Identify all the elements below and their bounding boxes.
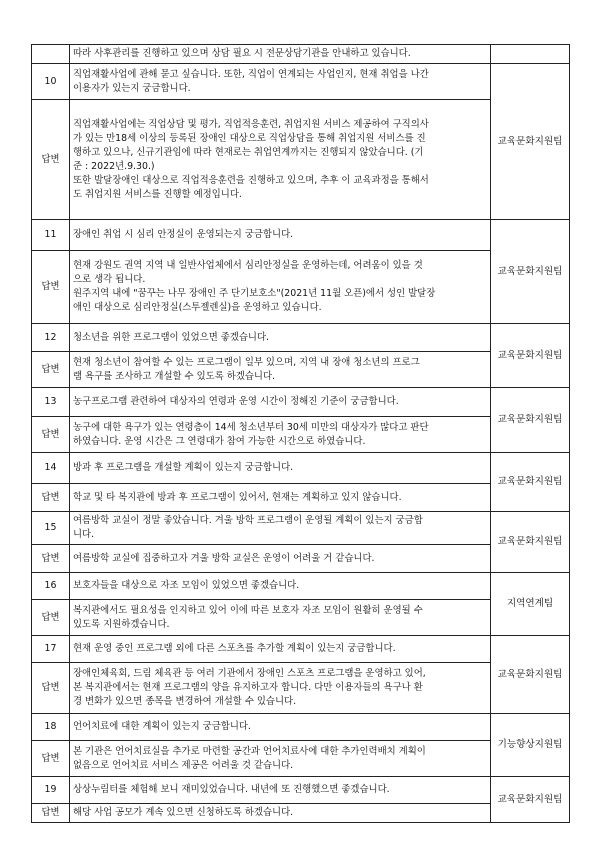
text-line: 없음으로 언어치료 서비스 제공은 어려울 것 같습니다. — [73, 759, 294, 771]
text-line: 램 욕구를 조사하고 개설할 수 있도록 하겠습니다. — [73, 370, 275, 382]
table-row — [32, 453, 570, 484]
text-line: 여름방학 교실이 정말 좋았습니다. 겨울 방학 프로그램이 운영될 계획이 있는지 궁금합 — [73, 515, 423, 526]
text-line: 여름방학 교실에 집중하고자 겨울 방학 교실은 운영이 어려울 거 같습니다. — [73, 552, 375, 564]
department-cell: 교육문화지원팀 — [491, 453, 570, 512]
question-number: 14 — [32, 453, 70, 484]
text-line: 준 : 2022년.9.30.) — [73, 160, 155, 172]
question-text — [70, 324, 491, 352]
table-row — [32, 663, 570, 714]
table-row — [32, 777, 570, 804]
text-line: 학교 및 타 복지관에 방과 후 프로그램이 있어서, 현재는 계획하고 있지 않습니다. — [73, 491, 402, 503]
question-number: 15 — [32, 512, 70, 545]
answer-label: 답변 — [32, 663, 70, 714]
question-text — [70, 388, 491, 417]
question-text — [70, 45, 491, 64]
question-text — [70, 573, 491, 600]
text-line: 본 복지관에서는 현재 프로그램의 양을 유지하고자 합니다. 다만 이용자들의 욕구나 환 — [73, 682, 423, 693]
answer-label: 답변 — [32, 251, 70, 324]
question-text — [70, 453, 491, 484]
table-row — [32, 45, 570, 64]
table-row — [32, 251, 570, 324]
answer-label: 답변 — [32, 804, 70, 823]
table-row — [32, 352, 570, 388]
question-number: 18 — [32, 714, 70, 741]
answer-label: 답변 — [32, 741, 70, 777]
question-text — [70, 512, 491, 545]
text-line: 농구에 대한 욕구가 있는 연령층이 14세 청소년부터 30세 미만의 대상자가 많다고 판단 — [73, 421, 429, 433]
department-cell: 기능향상지원팀 — [491, 714, 570, 777]
table-row — [32, 600, 570, 636]
text-line: 청소년을 위한 프로그램이 있었으면 좋겠습니다. — [73, 331, 270, 343]
answer-text — [70, 804, 491, 823]
table-row — [32, 545, 570, 573]
question-number: 10 — [32, 64, 70, 100]
department-cell: 교육문화지원팀 — [491, 220, 570, 324]
text-line: 직업재활사업에 관해 묻고 싶습니다. 또한, 직업이 연계되는 사업인지, 현재 취업을 나간 — [73, 68, 429, 80]
question-number: 11 — [32, 220, 70, 251]
department-cell: 교육문화지원팀 — [491, 324, 570, 388]
text-line: 방과 후 프로그램을 개설할 계획이 있는지 궁금합니다. — [73, 462, 294, 473]
answer-text — [70, 352, 491, 388]
question-text — [70, 714, 491, 741]
text-line: 따라 사후관리를 진행하고 있으며 상담 필요 시 전문상담기관을 안내하고 있습니다. — [73, 48, 411, 59]
question-number: 16 — [32, 573, 70, 600]
answer-text — [70, 484, 491, 512]
department-cell: 교육문화지원팀 — [491, 64, 570, 220]
text-line: 복지관에서도 필요성을 인지하고 있어 이에 따른 보호자 자조 모임이 원활히 운영될 수 — [73, 604, 423, 616]
text-line: 직업재활사업에는 직업상담 및 평가, 직업적응훈련, 취업지원 서비스 제공하여 구직의사 — [73, 118, 429, 130]
department-cell — [491, 45, 570, 64]
question-text — [70, 777, 491, 804]
text-line: 경 변화가 있으면 종목을 변경하여 개설할 수 있습니다. — [73, 696, 297, 707]
text-line: 보호자들을 대상으로 자조 모임이 있었으면 좋겠습니다. — [73, 580, 300, 591]
answer-text — [70, 100, 491, 220]
text-line: 농구프로그램 관련하여 대상자의 연령과 운영 시간이 정해진 기준이 궁금합니다. — [73, 396, 399, 407]
text-line: 으로 생각 됩니다. — [73, 274, 146, 285]
question-number: 13 — [32, 388, 70, 417]
answer-label: 답변 — [32, 600, 70, 636]
department-cell: 지역연계팀 — [491, 573, 570, 636]
qa-table-body — [32, 45, 570, 823]
answer-label: 답변 — [32, 417, 70, 453]
table-row — [32, 220, 570, 251]
table-row — [32, 64, 570, 100]
text-line: 있도록 지원하겠습니다. — [73, 618, 170, 630]
text-line: 장애인 취업 시 심리 안정실이 운영되는지 궁금합니다. — [73, 229, 294, 240]
text-line: 현재 청소년이 참여할 수 있는 프로그램이 일부 있으며, 지역 내 장애 청소년의 프로그 — [73, 356, 420, 368]
department-cell: 교육문화지원팀 — [491, 777, 570, 823]
department-cell: 교육문화지원팀 — [491, 636, 570, 714]
answer-text — [70, 251, 491, 324]
text-line: 해당 사업 공모가 계속 있으면 신청하도록 하겠습니다. — [73, 807, 294, 818]
table-row — [32, 714, 570, 741]
text-line: 현재 운영 중인 프로그램 외에 다른 스포츠를 추가할 계획이 있는지 궁금합니다. — [73, 643, 396, 654]
answer-text — [70, 545, 491, 573]
answer-label: 답변 — [32, 100, 70, 220]
table-row — [32, 636, 570, 663]
text-line: 애인 대상으로 심리안정실(스투젤렌실)을 운영하고 있습니다. — [73, 302, 322, 313]
text-line: 도 취업지원 서비스를 진행할 예정입니다. — [73, 188, 242, 200]
department-cell: 교육문화지원팀 — [491, 512, 570, 573]
table-row — [32, 804, 570, 823]
answer-text — [70, 417, 491, 453]
table-row — [32, 512, 570, 545]
answer-text — [70, 741, 491, 777]
text-line: 원주지역 내에 "꿈꾸는 나무 장애인 주 단기보호소"(2021년 11월 오픈)에서 성인 발달장 — [73, 288, 436, 299]
text-line: 이용자가 있는지 궁금합니다. — [73, 82, 191, 94]
qa-table — [31, 44, 570, 823]
text-line: 현재 강원도 권역 지역 내 일반사업체에서 심리안정실을 운영하는데, 어려움이 있을 것 — [73, 260, 423, 271]
question-number — [32, 45, 70, 64]
table-row — [32, 100, 570, 220]
text-line: 본 기관은 언어치료실을 추가로 마련할 공간과 언어치료사에 대한 추가인력배치 계획이 — [73, 745, 426, 757]
table-row — [32, 324, 570, 352]
text-line: 행하고 있으나, 신규기관임에 따라 현재로는 취업연계까지는 진행되지 않았습니다. (기 — [73, 146, 424, 158]
text-line: 하였습니다. 운영 시간은 그 연령대가 참여 가능한 시간으로 하였습니다. — [73, 435, 366, 447]
question-number: 19 — [32, 777, 70, 804]
question-number: 12 — [32, 324, 70, 352]
question-text — [70, 220, 491, 251]
answer-label: 답변 — [32, 545, 70, 573]
answer-label: 답변 — [32, 484, 70, 512]
text-line: 가 있는 만18세 이상의 등록된 장애인 대상으로 직업상담을 통해 취업지원 서비스를 진 — [73, 132, 426, 144]
question-text — [70, 636, 491, 663]
answer-label: 답변 — [32, 352, 70, 388]
text-line: 상상누림터를 체험해 보니 재미있었습니다. 내년에 또 진행했으면 좋겠습니다. — [73, 784, 390, 795]
text-line: 니다. — [73, 529, 95, 540]
table-row — [32, 417, 570, 453]
question-number: 17 — [32, 636, 70, 663]
text-line: 언어치료에 대한 계획이 있는지 궁금합니다. — [73, 721, 251, 732]
question-text — [70, 64, 491, 100]
answer-text — [70, 600, 491, 636]
text-line: 장애인체육회, 드림 체육관 등 여러 기관에서 장애인 스포츠 프로그램을 운영하고 있어, — [73, 668, 426, 679]
table-row — [32, 573, 570, 600]
table-row — [32, 484, 570, 512]
department-cell: 교육문화지원팀 — [491, 388, 570, 453]
table-row — [32, 388, 570, 417]
table-row — [32, 741, 570, 777]
answer-text — [70, 663, 491, 714]
text-line: 또한 발달장애인 대상으로 직업적응훈련을 진행하고 있으며, 추후 이 교육과정을 통해서 — [73, 174, 429, 186]
